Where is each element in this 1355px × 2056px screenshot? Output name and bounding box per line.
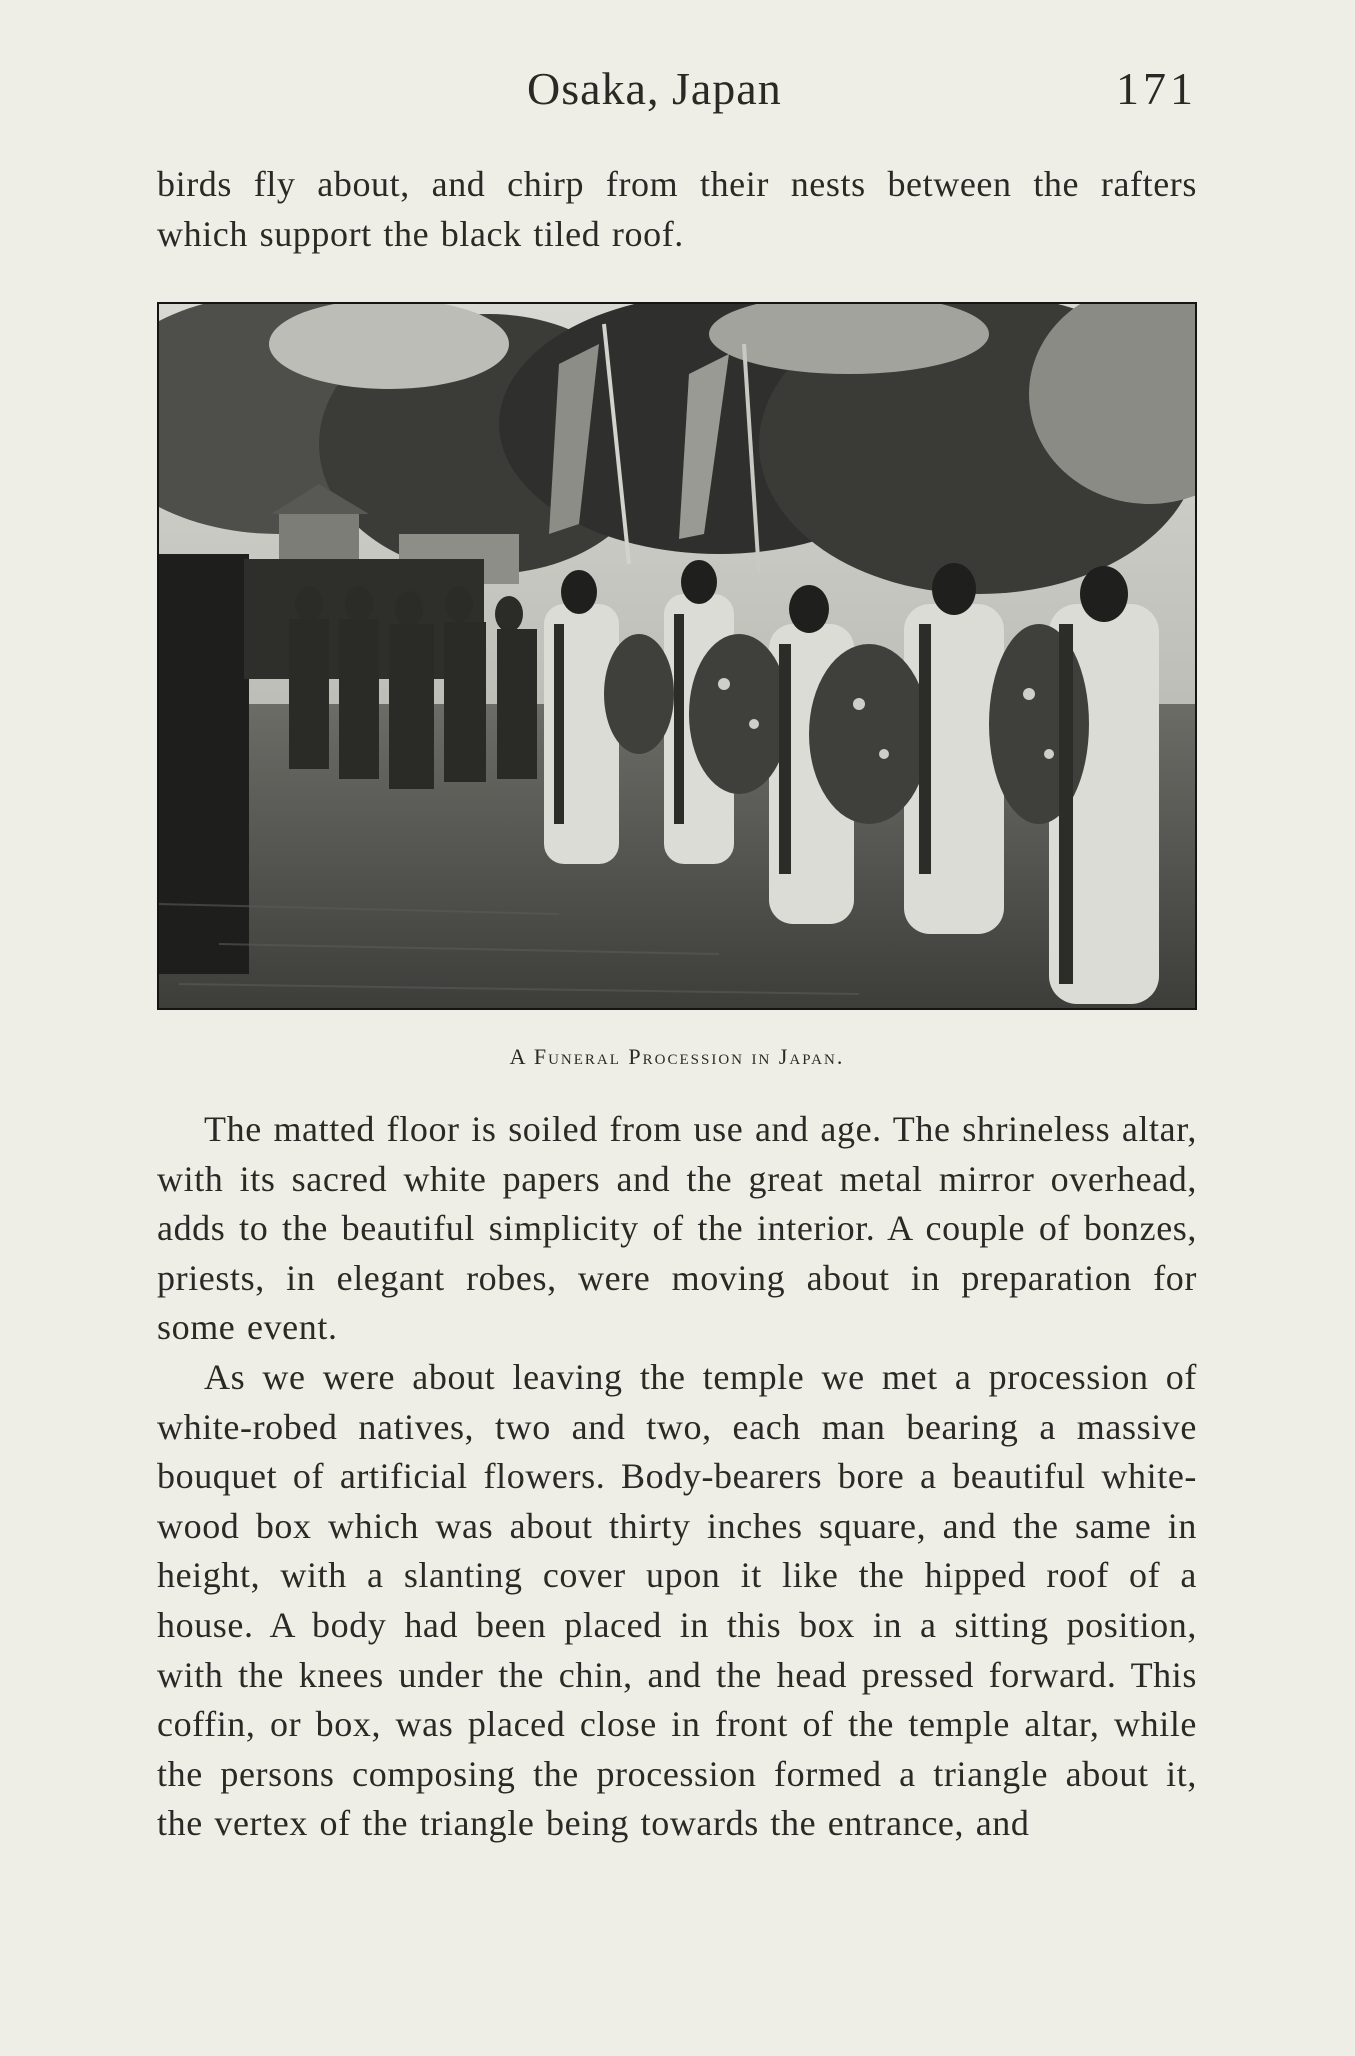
running-head: Osaka, Japan	[527, 63, 782, 114]
funeral-procession-photo	[157, 302, 1197, 1010]
body-paragraph-1: The matted floor is soiled from use and age. The shrineless altar, with its sacred white papers and the great metal mirror overhead, adds to the beautiful simplicity of the interior. A couple of bonzes, priests, in elegant robes, were moving about in preparation for some event.	[157, 1109, 1197, 1348]
body-paragraph-2: As we were about leaving the temple we met a procession of white-robed natives, two and two, each man bearing a massive bouquet of artificial flowers. Body-bearers bore a beautiful white-wood box which was about thirty inches square, and the same in height, with a slanting cover upon it like the hipped roof of a house. A body had been placed in this box in a sitting position, with the knees under the chin, and the head pressed forward. This coffin, or box, was placed close in front of the temple altar, while the persons composing the procession formed a triangle about it, the vertex of the triangle being towards the entrance, and	[157, 1356, 1197, 1844]
body-text	[157, 1105, 1197, 1849]
photo-illustration	[159, 304, 1195, 1008]
page-header	[157, 62, 1197, 132]
page-number: 171	[1116, 63, 1197, 114]
intro-paragraph-block	[157, 160, 1197, 259]
intro-paragraph: birds fly about, and chirp from their nests between the rafters which support the black tiled roof.	[157, 164, 1197, 254]
figure-caption: A Funeral Procession in Japan.	[509, 1044, 845, 1069]
